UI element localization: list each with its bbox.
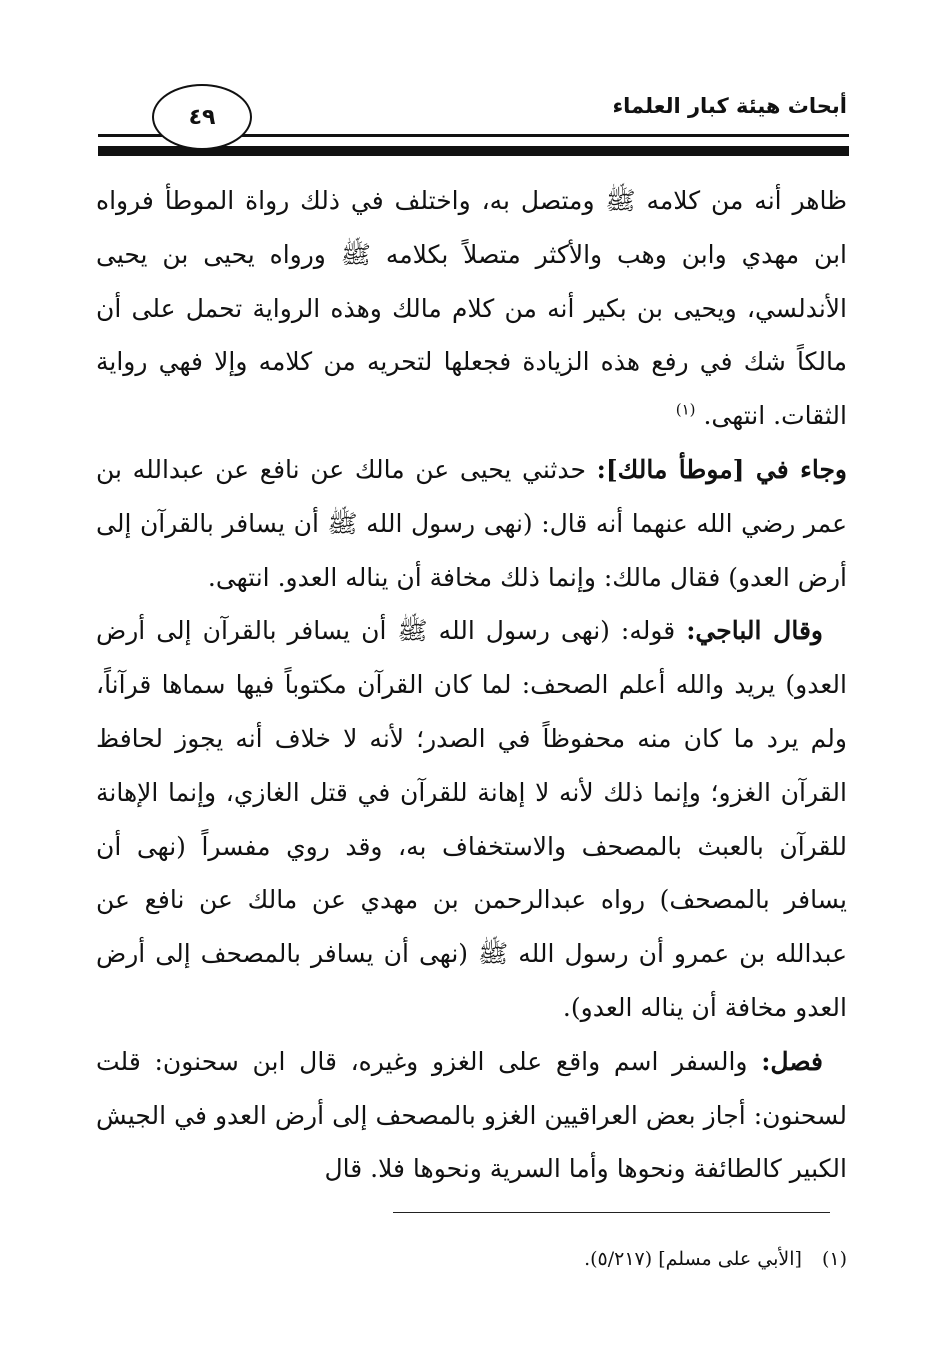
page-number: ٤٩ xyxy=(188,104,216,130)
paragraph-2 xyxy=(96,443,847,604)
footnote xyxy=(584,1248,847,1270)
paragraph-text: والسفر اسم واقع على الغزو وغيره، قال ابن سحنون: قلت لسحنون: أجاز بعض العراقيين الغزو بالمصحف إلى أرض العدو في الجيش الكبير كالطائفة ونحوها وأما السرية ونحوها فلا. قال xyxy=(96,1046,847,1184)
body-text xyxy=(96,174,847,1196)
running-title: أبحاث هيئة كبار العلماء xyxy=(612,94,847,118)
footnote-reference: (١) xyxy=(675,400,696,419)
footnote-text: [الأبي على مسلم] (٥/٢١٧). xyxy=(584,1248,802,1270)
paragraph-lead: وجاء في [موطأ مالك]: xyxy=(596,454,847,484)
footnote-separator xyxy=(393,1212,830,1213)
paragraph-text: حدثني يحيى عن مالك عن نافع عن عبدالله بن عمر رضي الله عنهما أنه قال: (نهى رسول الله ﷺ أن يسافر بالقرآن إلى أرض العدو) فقال مالك: وإنما ذلك مخافة أن يناله العدو. انتهى. xyxy=(96,454,847,592)
paragraph-1 xyxy=(96,174,847,443)
paragraph-3 xyxy=(96,604,847,1034)
paragraph-4 xyxy=(96,1035,847,1196)
paragraph-text: ظاهر أنه من كلامه ﷺ ومتصل به، واختلف في ذلك رواة الموطأ فرواه ابن مهدي وابن وهب والأكثر متصلاً بكلامه ﷺ ورواه يحيى بن يحيى الأندلسي، ويحيى بن بكير أنه من كلام مالك وهذه الرواية تحمل على أن مالكاً شك في رفع هذه الزيادة فجعلها لتحريه من كلامه وإلا فهي رواية الثقات. انتهى. xyxy=(96,186,847,431)
paragraph-lead: فصل: xyxy=(761,1046,823,1076)
footnote-marker: (١) xyxy=(821,1248,847,1270)
paragraph-lead: وقال الباجي: xyxy=(686,616,823,646)
page-number-badge xyxy=(152,84,252,150)
paragraph-text: قوله: (نهى رسول الله ﷺ أن يسافر بالقرآن إلى أرض العدو) يريد والله أعلم الصحف: لما كان القرآن مكتوباً فيها سماها قرآناً، ولم يرد ما كان منه محفوظاً في الصدر؛ لأنه لا خلاف أنه يجوز لحافظ القرآن الغزو؛ وإنما ذلك لأنه لا إهانة للقرآن في قتل الغازي، وإنما الإهانة للقرآن بالعبث بالمصحف والاستخفاف به، وقد روي مفسراً (نهى أن يسافر بالمصحف) رواه عبدالرحمن بن مهدي عن مالك عن نافع عن عبدالله بن عمرو أن رسول الله ﷺ (نهى أن يسافر بالمصحف إلى أرض العدو مخافة أن يناله العدو). xyxy=(96,616,847,1022)
